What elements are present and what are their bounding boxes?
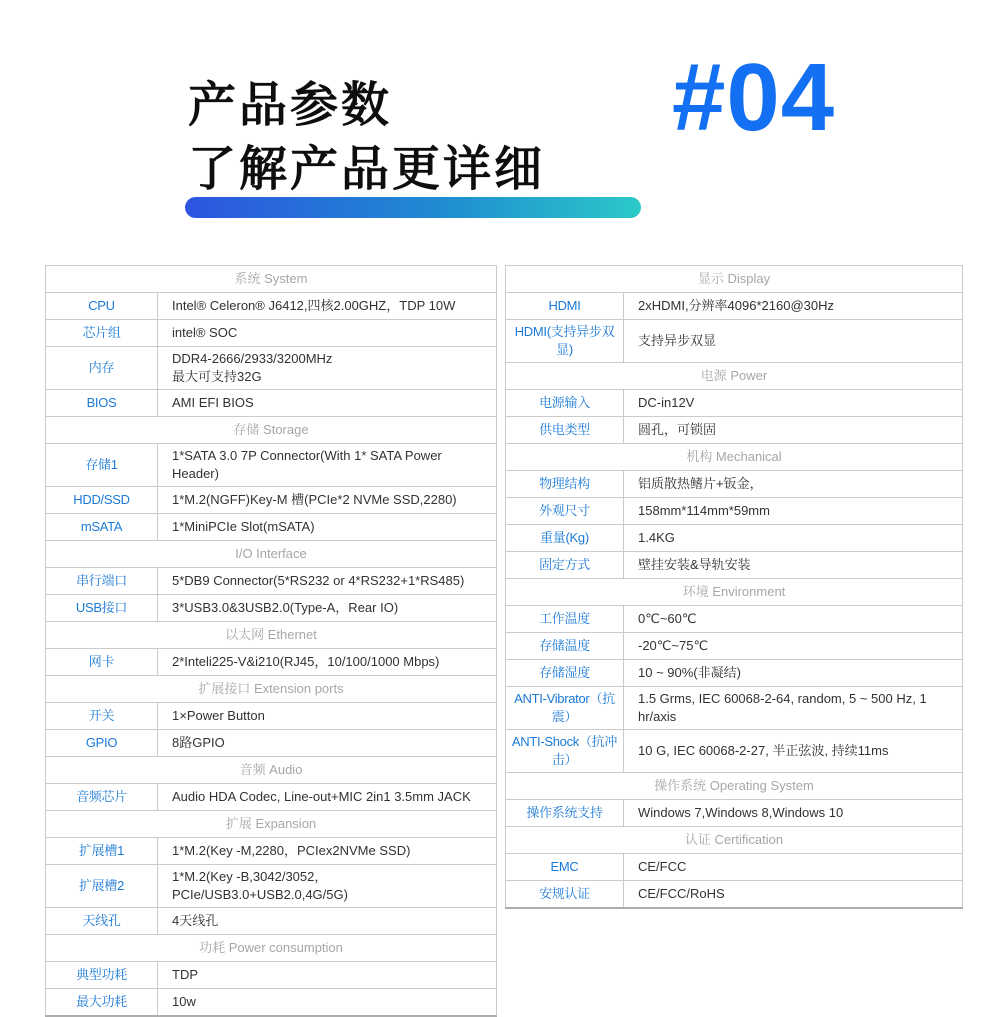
section-header-row [46, 541, 497, 568]
section-header-row [46, 757, 497, 784]
spec-label: 内存 [46, 347, 158, 390]
spec-value [624, 881, 963, 908]
spec-value [624, 730, 963, 773]
table-row [506, 881, 963, 908]
spec-value-line: 3*USB3.0&3USB2.0(Type-A，Rear IO) [172, 600, 399, 615]
spec-value [624, 498, 963, 525]
section-header: 环境 Environment [506, 579, 963, 606]
spec-value-line: 2*Inteli225-V&i210(RJ45，10/100/1000 Mbps) [172, 654, 440, 669]
table-row [506, 498, 963, 525]
spec-label: USB接口 [46, 595, 158, 622]
spec-value-line: 158mm*114mm*59mm [638, 503, 770, 518]
spec-value [624, 552, 963, 579]
spec-value-line: 圆孔，可锁固 [638, 422, 717, 437]
section-header-row [506, 827, 963, 854]
spec-label: HDMI(支持异步双显) [506, 320, 624, 363]
table-row [46, 730, 497, 757]
spec-label: 物理结构 [506, 471, 624, 498]
spec-value-line: AMI EFI BIOS [172, 395, 254, 410]
spec-value-line: 1*M.2(NGFF)Key-M 槽(PCIe*2 NVMe SSD,2280) [172, 492, 457, 507]
page-title [188, 74, 545, 202]
spec-value [624, 687, 963, 730]
spec-value-line: 1*M.2(Key -M,2280，PCIex2NVMe SSD) [172, 843, 411, 858]
table-row [506, 525, 963, 552]
spec-value-line: Intel® Celeron® J6412,四核2.00GHZ，TDP 10W [172, 298, 456, 313]
table-row [46, 320, 497, 347]
section-number-badge: #04 [672, 44, 836, 151]
spec-label: 存储温度 [506, 633, 624, 660]
spec-label: HDMI [506, 293, 624, 320]
spec-label: 电源输入 [506, 390, 624, 417]
spec-value [158, 514, 497, 541]
spec-value [158, 487, 497, 514]
spec-value [158, 347, 497, 390]
section-header-row [46, 622, 497, 649]
spec-value-line: 2xHDMI,分辨率4096*2160@30Hz [638, 298, 835, 313]
spec-value-line: 壁挂安装&导轨安装 [638, 557, 751, 572]
spec-label: 外观尺寸 [506, 498, 624, 525]
table-row [46, 444, 497, 487]
table-row [46, 908, 497, 935]
table-row [46, 989, 497, 1016]
spec-label: 操作系统支持 [506, 800, 624, 827]
section-header: 显示 Display [506, 266, 963, 293]
table-row [506, 687, 963, 730]
spec-label: 芯片组 [46, 320, 158, 347]
spec-label: 串行端口 [46, 568, 158, 595]
spec-value [158, 649, 497, 676]
section-header-row [506, 579, 963, 606]
spec-value-line: 0℃~60℃ [638, 611, 697, 626]
spec-value-line: 10 ~ 90%(非凝结) [638, 665, 741, 680]
section-header: 电源 Power [506, 363, 963, 390]
spec-label: 存储湿度 [506, 660, 624, 687]
spec-value [158, 908, 497, 935]
spec-value-line: 1*MiniPCIe Slot(mSATA) [172, 519, 315, 534]
spec-value-line: intel® SOC [172, 325, 238, 340]
table-row [506, 633, 963, 660]
spec-label: 重量(Kg) [506, 525, 624, 552]
spec-value [158, 293, 497, 320]
page-title-line1: 产品参数 [188, 79, 393, 132]
section-header: 存储 Storage [46, 417, 497, 444]
table-row [506, 800, 963, 827]
section-header-row [46, 676, 497, 703]
spec-label: BIOS [46, 390, 158, 417]
spec-label: 典型功耗 [46, 962, 158, 989]
table-row [46, 487, 497, 514]
spec-label: HDD/SSD [46, 487, 158, 514]
spec-label: CPU [46, 293, 158, 320]
spec-value-line: 4天线孔 [172, 913, 219, 928]
spec-value [158, 865, 497, 908]
table-row [46, 568, 497, 595]
spec-value [624, 417, 963, 444]
table-row [506, 730, 963, 773]
spec-value [624, 660, 963, 687]
spec-label: 开关 [46, 703, 158, 730]
spec-value [158, 838, 497, 865]
page-title-line2: 了解产品更详细 [188, 143, 546, 196]
spec-label: 工作温度 [506, 606, 624, 633]
spec-value [624, 320, 963, 363]
table-row [46, 703, 497, 730]
section-header-row [506, 773, 963, 800]
spec-label: 音频芯片 [46, 784, 158, 811]
spec-value [624, 633, 963, 660]
table-row [46, 838, 497, 865]
table-row [506, 660, 963, 687]
spec-label: 安规认证 [506, 881, 624, 908]
spec-label: 扩展槽2 [46, 865, 158, 908]
spec-value [158, 730, 497, 757]
spec-value-line: 1*SATA 3.0 7P Connector(With 1* SATA Power Header) [172, 448, 442, 481]
spec-value [158, 444, 497, 487]
section-header: 音频 Audio [46, 757, 497, 784]
section-header: 功耗 Power consumption [46, 935, 497, 962]
section-header: I/O Interface [46, 541, 497, 568]
table-row [46, 514, 497, 541]
spec-value-line: Audio HDA Codec, Line-out+MIC 2in1 3.5mm JACK [172, 789, 471, 804]
section-header-row [506, 266, 963, 293]
spec-value [158, 320, 497, 347]
spec-value-line: 支持异步双显 [638, 333, 717, 348]
spec-label: ANTI-Vibrator（抗震） [506, 687, 624, 730]
spec-value [158, 784, 497, 811]
section-header: 扩展 Expansion [46, 811, 497, 838]
spec-value-line: 最大可支持32G [172, 369, 262, 384]
section-header-row [46, 417, 497, 444]
spec-value-line: 5*DB9 Connector(5*RS232 or 4*RS232+1*RS485) [172, 573, 465, 588]
spec-value-line: 10w [172, 993, 196, 1009]
spec-label: 最大功耗 [46, 989, 158, 1016]
table-row [506, 320, 963, 363]
spec-value-line: 铝质散热鳍片+钣金， [638, 476, 763, 491]
table-row [506, 606, 963, 633]
spec-tables-container [45, 265, 963, 1017]
section-header: 系统 System [46, 266, 497, 293]
spec-value [624, 800, 963, 827]
spec-label: 固定方式 [506, 552, 624, 579]
spec-table-left [45, 265, 497, 1017]
spec-value-line: 10 G, IEC 60068-2-27, 半正弦波, 持续11ms [638, 743, 889, 758]
table-row [46, 962, 497, 989]
table-row [46, 784, 497, 811]
spec-label: 供电类型 [506, 417, 624, 444]
spec-value-line: DC-in12V [638, 395, 695, 410]
table-row [46, 347, 497, 390]
spec-label: 存储1 [46, 444, 158, 487]
section-header-row [46, 935, 497, 962]
spec-value [624, 390, 963, 417]
spec-value-line: 1×Power Button [172, 708, 265, 723]
spec-value-line: CE/FCC/RoHS [638, 885, 725, 901]
spec-value-line: DDR4-2666/2933/3200MHz [172, 351, 333, 366]
spec-label: 天线孔 [46, 908, 158, 935]
table-row [506, 552, 963, 579]
spec-value-line: Windows 7,Windows 8,Windows 10 [638, 805, 844, 820]
table-row [46, 649, 497, 676]
table-row [506, 390, 963, 417]
table-row [46, 293, 497, 320]
section-header: 操作系统 Operating System [506, 773, 963, 800]
section-header-row [46, 811, 497, 838]
spec-value [158, 390, 497, 417]
spec-value [158, 989, 497, 1016]
spec-label: ANTI-Shock（抗冲击） [506, 730, 624, 773]
spec-value-line: TDP [172, 967, 198, 982]
spec-value-line: 1.5 Grms, IEC 60068-2-64, random, 5 ~ 500 Hz, 1 hr/axis [638, 691, 927, 724]
spec-value [158, 595, 497, 622]
section-header: 扩展接口 Extension ports [46, 676, 497, 703]
spec-value [158, 703, 497, 730]
spec-label: mSATA [46, 514, 158, 541]
spec-value [624, 525, 963, 552]
spec-value [158, 568, 497, 595]
spec-value [624, 854, 963, 881]
section-header-row [46, 266, 497, 293]
table-row [46, 595, 497, 622]
table-row [46, 390, 497, 417]
spec-label: EMC [506, 854, 624, 881]
section-header: 认证 Certification [506, 827, 963, 854]
section-header: 以太网 Ethernet [46, 622, 497, 649]
spec-value-line: 1.4KG [638, 530, 675, 545]
spec-label: 扩展槽1 [46, 838, 158, 865]
table-row [46, 865, 497, 908]
spec-value-line: 8路GPIO [172, 735, 225, 750]
table-row [506, 417, 963, 444]
spec-value [624, 471, 963, 498]
spec-value [624, 293, 963, 320]
section-header-row [506, 444, 963, 471]
spec-value [624, 606, 963, 633]
table-row [506, 293, 963, 320]
table-row [506, 471, 963, 498]
spec-value-line: CE/FCC [638, 859, 687, 874]
spec-table-right [505, 265, 963, 909]
spec-label: 网卡 [46, 649, 158, 676]
table-row [506, 854, 963, 881]
spec-value [158, 962, 497, 989]
section-header: 机构 Mechanical [506, 444, 963, 471]
spec-label: GPIO [46, 730, 158, 757]
spec-value-line: 1*M.2(Key -B,3042/3052，PCIe/USB3.0+USB2.0,4G/5G) [172, 869, 348, 902]
spec-value-line: -20℃~75℃ [638, 638, 709, 653]
section-header-row [506, 363, 963, 390]
